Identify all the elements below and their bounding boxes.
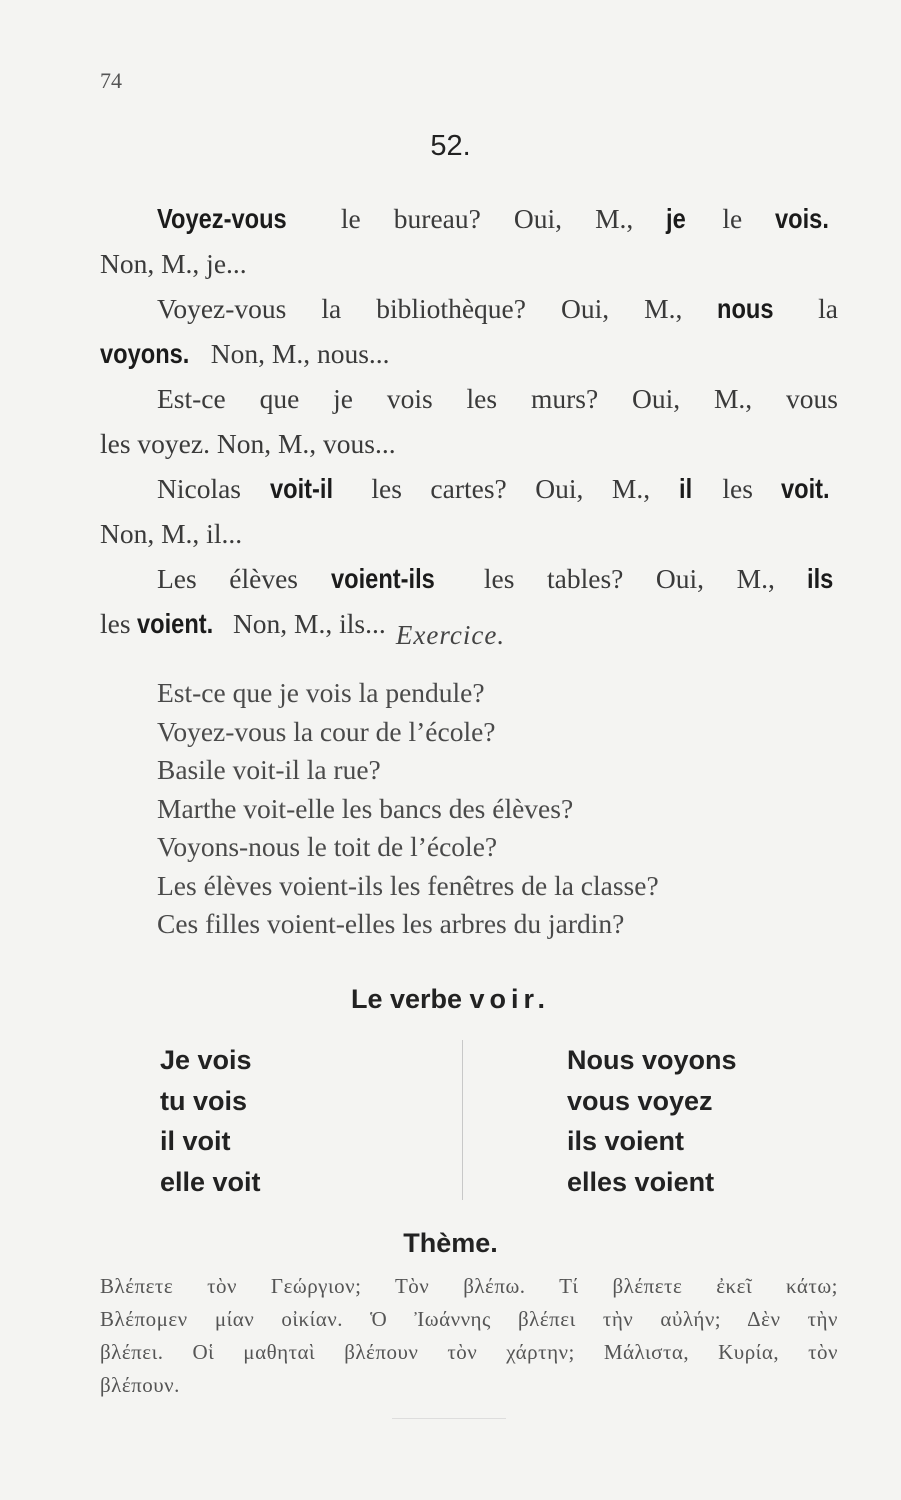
dialogue-line: Les élèves voient-ils les tables? Oui, M., ils xyxy=(157,563,834,594)
exercise-line: Voyez-vous la cour de l’école? xyxy=(157,715,496,747)
dialogue-line: voyons. Non, M., nous... xyxy=(100,338,390,369)
dialogue-line: les voient. Non, M., ils... xyxy=(100,608,386,639)
conjugation-form: il voit xyxy=(160,1126,231,1156)
dialogue-line: Voyez-vous le bureau? Oui, M., je le vois. xyxy=(157,203,830,234)
conjugation-form: ils voient xyxy=(567,1126,685,1156)
conjugation-plural xyxy=(567,1040,737,1202)
theme-line: βλέπει. Οἱ μαθηταὶ βλέπουν τὸν χάρτην; Μάλιστα, Κυρία, τὸν xyxy=(100,1340,838,1364)
theme-paragraph xyxy=(100,1270,838,1402)
exercise-line: Marthe voit-elle les bancs des élèves? xyxy=(157,792,574,824)
page-number: 74 xyxy=(100,68,122,93)
exercise-list xyxy=(157,674,659,944)
dialogue-line: Non, M., il... xyxy=(100,518,243,549)
dialogue-line: Nicolas voit-il les cartes? Oui, M., il les voit. xyxy=(157,473,831,504)
verb-table-title: Le verbe voir. xyxy=(350,984,551,1014)
conjugation-form: elle voit xyxy=(160,1166,261,1197)
column-divider xyxy=(462,1040,463,1200)
theme-line: βλέπουν. xyxy=(100,1373,180,1397)
exercise-line: Ces filles voient-elles les arbres du jardin? xyxy=(157,908,625,939)
conjugation-form: vous voyez xyxy=(567,1085,713,1116)
theme-line: Βλέπετε τὸν Γεώργιον; Τὸν βλέπω. Τί βλέπετε ἐκεῖ κάτω; xyxy=(100,1274,838,1298)
exercise-line: Voyons-nous le toit de l’école? xyxy=(157,831,498,862)
dialogue-line: Voyez-vous la bibliothèque? Oui, M., nous la xyxy=(157,293,838,324)
lesson-number: 52. xyxy=(430,130,471,162)
conjugation-singular xyxy=(160,1040,261,1202)
exercise-title: Exercice. xyxy=(395,620,506,650)
theme-line: Βλέπομεν μίαν οἰκίαν. Ὁ Ἰωάννης βλέπει τὴν αὐλήν; Δὲν τὴν xyxy=(100,1307,838,1331)
dialogue-line: Est-ce que je vois les murs? Oui, M., vous xyxy=(157,383,838,414)
dialogue-paragraph xyxy=(100,196,838,646)
conjugation-form: Nous voyons xyxy=(567,1045,737,1075)
exercise-line: Est-ce que je vois la pendule? xyxy=(157,677,485,708)
theme-title: Thème. xyxy=(403,1228,498,1258)
footer-rule xyxy=(392,1418,506,1419)
exercise-line: Basile voit-il la rue? xyxy=(157,754,381,785)
exercise-line: Les élèves voient-ils les fenêtres de la classe? xyxy=(157,869,659,901)
dialogue-line: Non, M., je... xyxy=(100,248,247,279)
conjugation-form: elles voient xyxy=(567,1166,715,1197)
conjugation-form: tu vois xyxy=(160,1085,248,1116)
conjugation-form: Je vois xyxy=(160,1045,252,1075)
dialogue-line: les voyez. Non, M., vous... xyxy=(100,428,396,459)
